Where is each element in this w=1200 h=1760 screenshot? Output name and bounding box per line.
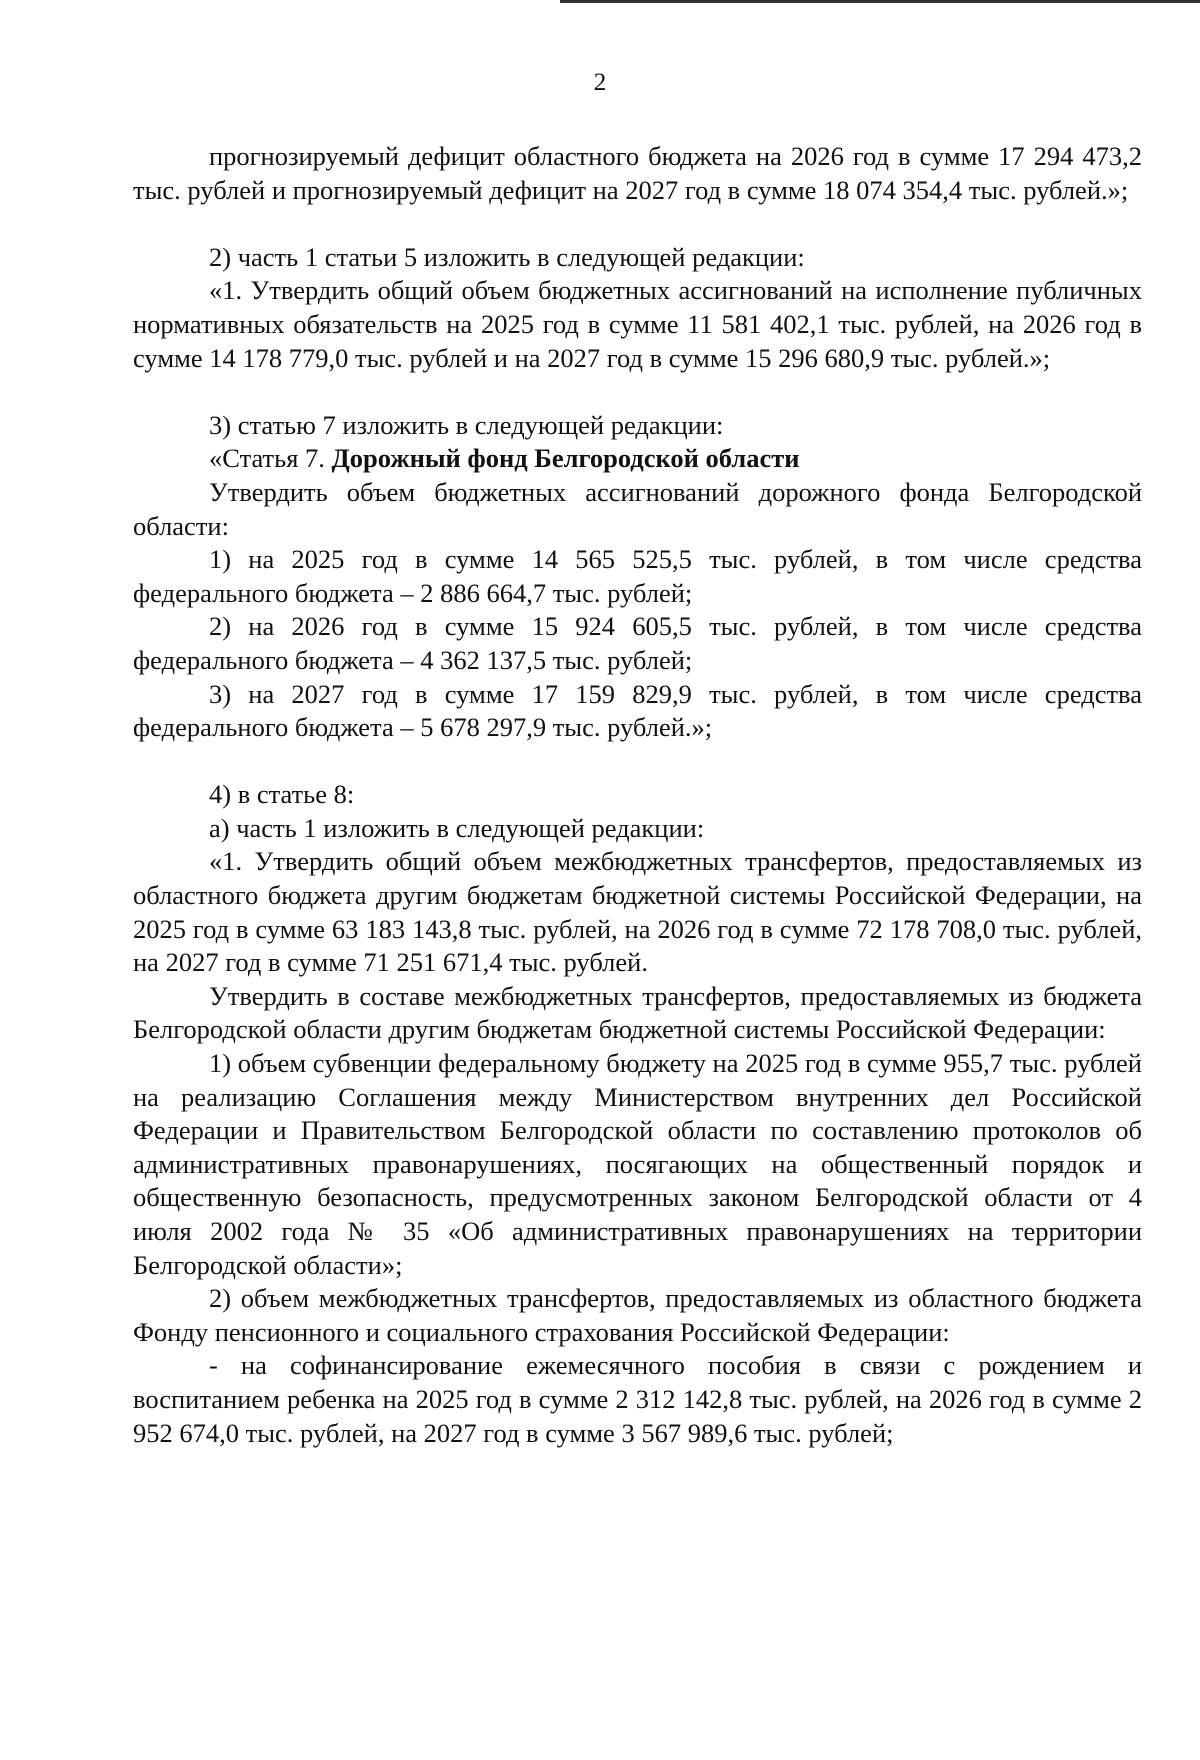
paragraph-public-obligations: «1. Утвердить общий объем бюджетных ассигнований на исполнение публичных нормативных обязательств на 2025 год в сумме 11 581 402,1 тыс. рублей, на 2026 год в сумме 14 178 779,0 тыс. рублей и на 2027 год в сумме 15 296 680,9 тыс. рублей.»; [133, 275, 1142, 373]
paragraph-road-fund-2026: 2) на 2026 год в сумме 15 924 605,5 тыс. рублей, в том числе средства федерального бюджета – 4 362 137,5 тыс. рублей; [133, 611, 1142, 675]
paragraph-road-fund: Утвердить объем бюджетных ассигнований дорожного фонда Белгородской области: [133, 476, 1142, 541]
paragraph-subvention: 1) объем субвенции федеральному бюджету на 2025 год в сумме 955,7 тыс. рублей на реализацию Соглашения между Министерством внутренних дел Российской Федерации и Правительством Белгородской области по составлению протоколов об административных правонарушениях, посягающих на общественный порядок и общественную безопасность, предусмотренных законом Белгородской области от 4 июля 2002 года № 35 «Об административных правонарушениях на территории Белгородской области»; [133, 1048, 1142, 1280]
paragraph-road-fund-2025: 1) на 2025 год в сумме 14 565 525,5 тыс. рублей, в том числе средства федерального бюджета – 2 886 664,7 тыс. рублей; [133, 544, 1142, 608]
article-7-prefix: «Статья 7. [209, 443, 332, 474]
paragraph-item-3: 3) статью 7 изложить в следующей редакции: [209, 409, 724, 440]
paragraph-transfers-total: «1. Утвердить общий объем межбюджетных трансфертов, предоставляемых из областного бюджета другим бюджетам бюджетной системы Российской Федерации, на 2025 год в сумме 63 183 143,8 тыс. рублей, на 2026 год в сумме 72 178 708,0 тыс. рублей, на 2027 год в сумме 71 251 671,4 тыс. рублей. [133, 846, 1142, 978]
paragraph-deficit: прогнозируемый дефицит областного бюджета на 2026 год в сумме 17 294 473,2 тыс. рублей и прогнозируемый дефицит на 2027 год в сумме 18 074 354,4 тыс. рублей.»; [133, 141, 1142, 205]
paragraph-item-4: 4) в статье 8: [209, 779, 355, 810]
paragraph-item-4a: а) часть 1 изложить в следующей редакции: [209, 812, 705, 843]
page-number: 2 [593, 69, 607, 96]
paragraph-pension-fund: 2) объем межбюджетных трансфертов, предоставляемых из областного бюджета Фонду пенсионного и социального страхования Российской Федерации: [133, 1283, 1142, 1347]
paragraph-transfers-composition: Утвердить в составе межбюджетных трансфертов, предоставляемых из бюджета Белгородской области другим бюджетам бюджетной системы Российской Федерации: [133, 980, 1142, 1045]
paragraph-road-fund-2027: 3) на 2027 год в сумме 17 159 829,9 тыс. рублей, в том числе средства федерального бюджета – 5 678 297,9 тыс. рублей.»; [133, 678, 1142, 743]
top-border-line [560, 0, 1200, 3]
paragraph-gap [133, 745, 1142, 779]
paragraph-gap [133, 207, 1142, 241]
document-body [133, 140, 1142, 1450]
paragraph-child-allowance: - на софинансирование ежемесячного пособия в связи с рождением и воспитанием ребенка на 2025 год в сумме 2 312 142,8 тыс. рублей, на 2026 год в сумме 2 952 674,0 тыс. рублей, на 2027 год в сумме 3 567 989,6 тыс. рублей; [133, 1350, 1142, 1448]
article-7-heading [133, 442, 1142, 476]
paragraph-gap [133, 375, 1142, 409]
paragraph-item-2: 2) часть 1 статьи 5 изложить в следующей редакции: [209, 241, 805, 272]
article-7-title: Дорожный фонд Белгородской области [331, 443, 800, 474]
